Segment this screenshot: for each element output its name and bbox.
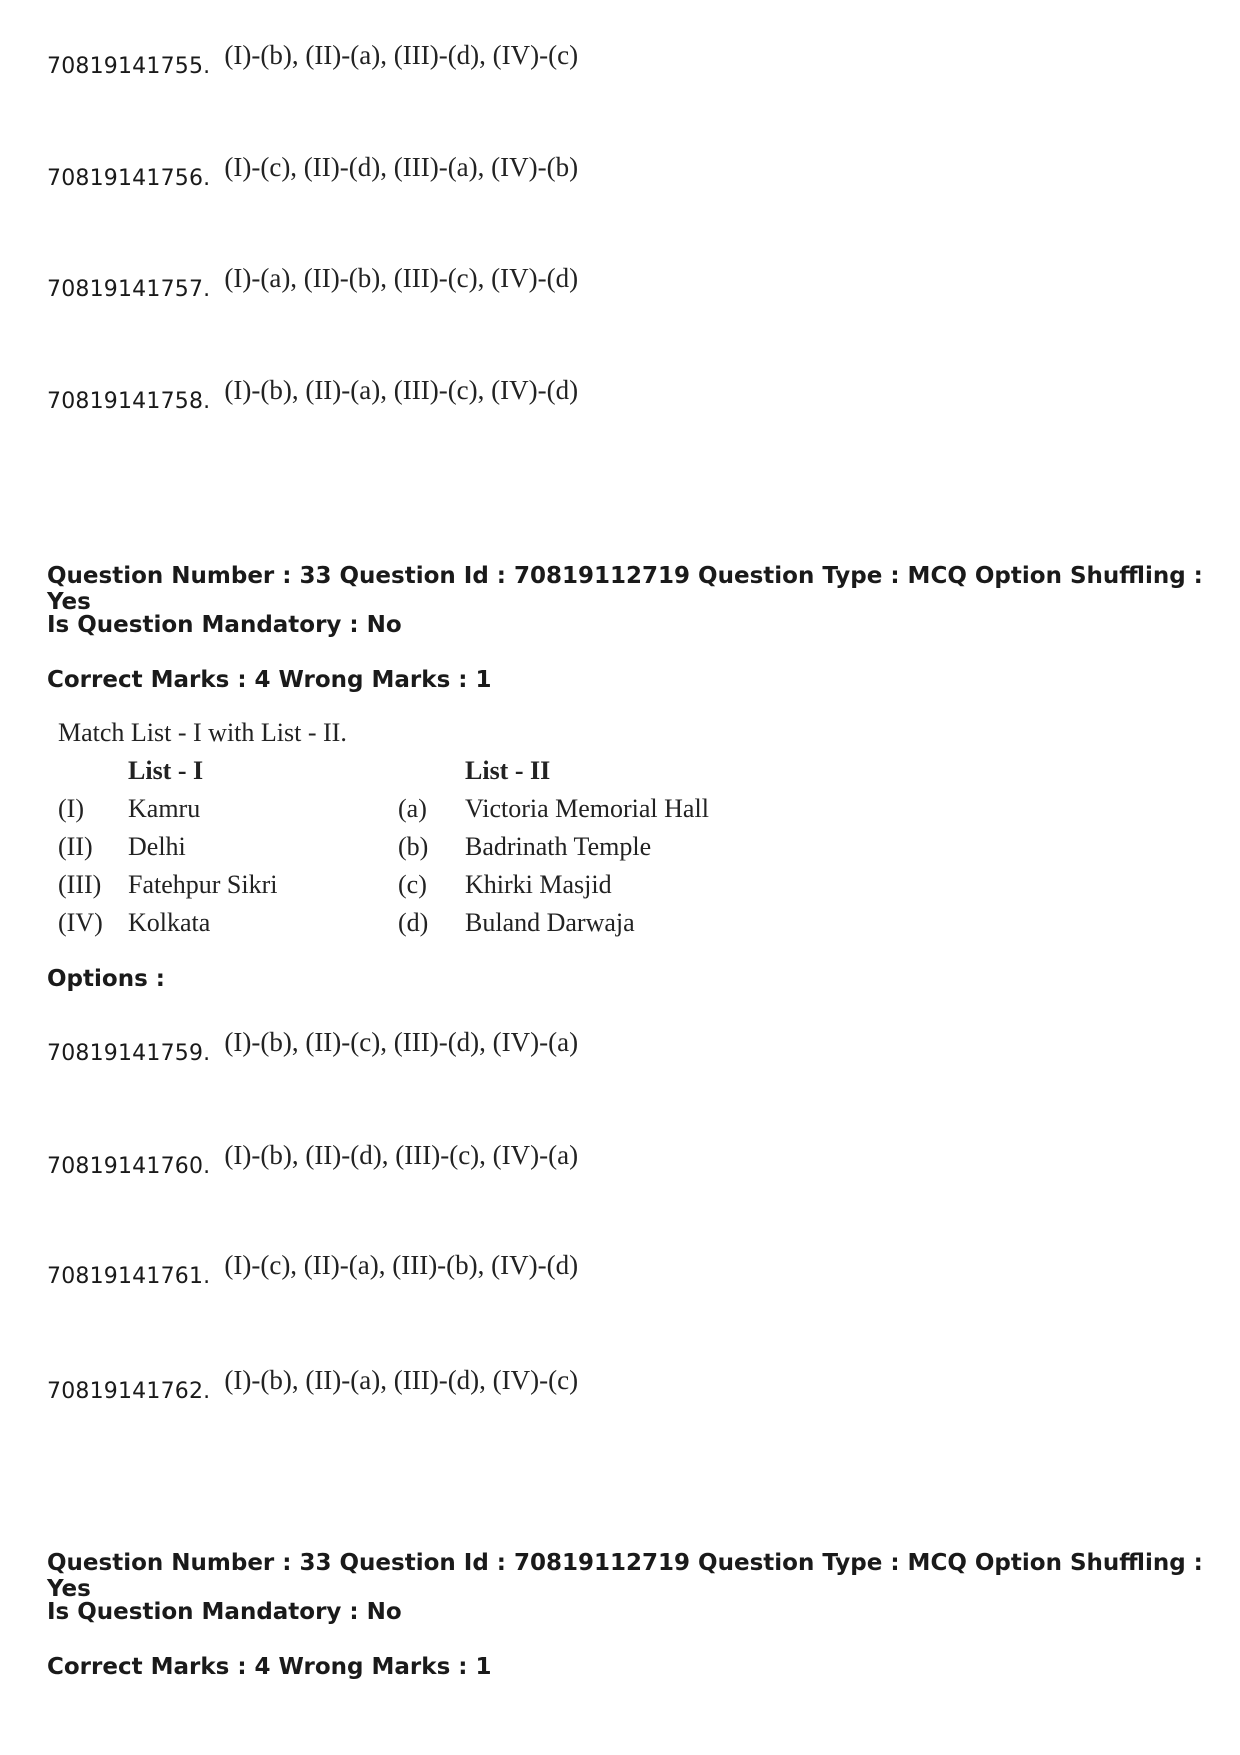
match-title: Match List - I with List - II. bbox=[58, 718, 347, 747]
option-id: 70819141757. bbox=[47, 277, 211, 302]
list-2-letter: (a) bbox=[398, 794, 427, 823]
option-text: (I)-(b), (II)-(a), (III)-(d), (IV)-(c) bbox=[224, 40, 579, 70]
list-1-number: (IV) bbox=[58, 908, 103, 937]
list-1-number: (I) bbox=[58, 794, 84, 823]
question-marks: Correct Marks : 4 Wrong Marks : 1 bbox=[47, 1654, 492, 1680]
option-row bbox=[47, 263, 578, 302]
question-header: Question Number : 33 Question Id : 70819112719 Question Type : MCQ Option Shuffling : Yes bbox=[47, 1550, 1203, 1602]
list-2-letter: (d) bbox=[398, 908, 429, 937]
option-row bbox=[47, 1140, 578, 1179]
option-id: 70819141758. bbox=[47, 389, 211, 414]
options-label: Options : bbox=[47, 966, 165, 992]
list-1-item: Kolkata bbox=[128, 908, 211, 937]
list-1-number: (II) bbox=[58, 832, 93, 861]
option-id: 70819141761. bbox=[47, 1264, 211, 1289]
list-2-item: Victoria Memorial Hall bbox=[465, 794, 709, 823]
option-text: (I)-(b), (II)-(a), (III)-(d), (IV)-(c) bbox=[224, 1365, 579, 1395]
list-1-number: (III) bbox=[58, 870, 102, 899]
option-text: (I)-(b), (II)-(c), (III)-(d), (IV)-(a) bbox=[224, 1027, 579, 1057]
question-header: Question Number : 33 Question Id : 70819112719 Question Type : MCQ Option Shuffling : Yes bbox=[47, 563, 1203, 615]
option-id: 70819141762. bbox=[47, 1379, 211, 1404]
option-id: 70819141760. bbox=[47, 1154, 211, 1179]
list-1-header: List - I bbox=[128, 756, 204, 785]
option-row bbox=[47, 1365, 578, 1404]
match-list bbox=[58, 718, 709, 944]
list-2-item: Badrinath Temple bbox=[465, 832, 652, 861]
list-2-letter: (c) bbox=[398, 870, 427, 899]
question-marks: Correct Marks : 4 Wrong Marks : 1 bbox=[47, 667, 492, 693]
list-2-header: List - II bbox=[465, 756, 551, 785]
match-row bbox=[58, 906, 709, 944]
list-1-item: Fatehpur Sikri bbox=[128, 870, 278, 899]
match-row bbox=[58, 830, 709, 868]
option-row bbox=[47, 40, 578, 79]
option-id: 70819141759. bbox=[47, 1041, 211, 1066]
option-row bbox=[47, 152, 578, 191]
question-mandatory: Is Question Mandatory : No bbox=[47, 1599, 402, 1625]
question-mandatory: Is Question Mandatory : No bbox=[47, 612, 402, 638]
match-row bbox=[58, 868, 709, 906]
list-1-item: Delhi bbox=[128, 832, 186, 861]
option-text: (I)-(b), (II)-(d), (III)-(c), (IV)-(a) bbox=[224, 1140, 579, 1170]
match-row bbox=[58, 792, 709, 830]
list-2-item: Buland Darwaja bbox=[465, 908, 635, 937]
match-header-row bbox=[58, 754, 709, 792]
option-text: (I)-(c), (II)-(d), (III)-(a), (IV)-(b) bbox=[224, 152, 579, 182]
option-row bbox=[47, 375, 578, 414]
option-text: (I)-(b), (II)-(a), (III)-(c), (IV)-(d) bbox=[224, 375, 579, 405]
list-1-item: Kamru bbox=[128, 794, 201, 823]
option-text: (I)-(a), (II)-(b), (III)-(c), (IV)-(d) bbox=[224, 263, 579, 293]
option-id: 70819141755. bbox=[47, 54, 211, 79]
option-id: 70819141756. bbox=[47, 166, 211, 191]
list-2-item: Khirki Masjid bbox=[465, 870, 612, 899]
option-text: (I)-(c), (II)-(a), (III)-(b), (IV)-(d) bbox=[224, 1250, 579, 1280]
option-row bbox=[47, 1250, 578, 1289]
list-2-letter: (b) bbox=[398, 832, 429, 861]
match-table bbox=[58, 754, 709, 944]
option-row bbox=[47, 1027, 578, 1066]
